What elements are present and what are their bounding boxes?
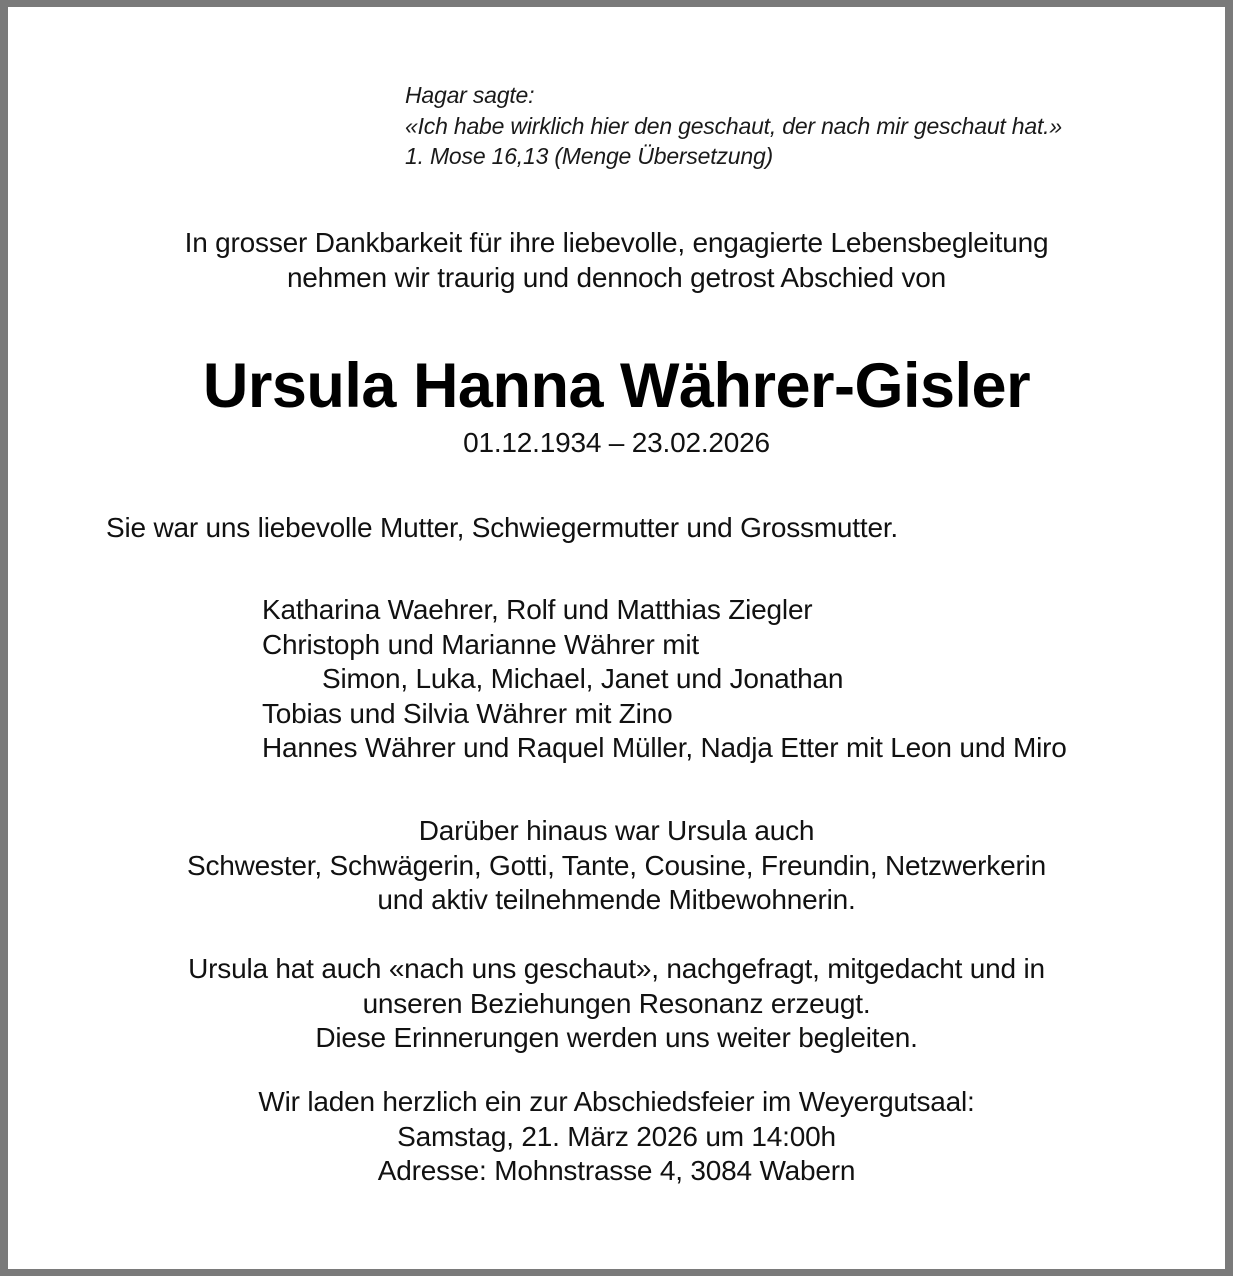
intro-line-2: nehmen wir traurig und dennoch getrost Abschied von [286, 261, 947, 293]
intro-text [8, 226, 1225, 295]
bible-quote [405, 80, 1062, 172]
mourner-line: Tobias und Silvia Währer mit Zino [262, 697, 673, 729]
paragraph-line: unseren Beziehungen Resonanz erzeugt. [362, 987, 871, 1019]
paragraph-line: Ursula hat auch «nach uns geschaut», nachgefragt, mitgedacht und in [188, 953, 1045, 984]
paragraph-line: Schwester, Schwägerin, Gotti, Tante, Cousine, Freundin, Netzwerkerin [187, 849, 1046, 881]
mourner-line: Katharina Waehrer, Rolf und Matthias Ziegler [262, 594, 813, 625]
invitation-paragraph [8, 1085, 1225, 1189]
role-statement: Sie war uns liebevolle Mutter, Schwiegermutter und Grossmutter. [106, 512, 898, 543]
quote-attribution: Hagar sagte: [405, 82, 535, 108]
intro-line-1: In grosser Dankbarkeit für ihre liebevolle, engagierte Lebensbegleitung [184, 227, 1049, 258]
mourner-line: Christoph und Marianne Währer mit [262, 628, 699, 660]
mourner-line: Simon, Luka, Michael, Janet und Jonathan [322, 663, 844, 694]
invitation-address: Adresse: Mohnstrasse 4, 3084 Wabern [377, 1155, 856, 1186]
paragraph-line: Diese Erinnerungen werden uns weiter begleiten. [315, 1022, 918, 1053]
paragraph-line: Darüber hinaus war Ursula auch [418, 815, 815, 846]
invitation-date: Samstag, 21. März 2026 um 14:00h [397, 1120, 836, 1152]
memory-paragraph [8, 952, 1225, 1056]
mourner-line: Hannes Währer und Raquel Müller, Nadja Etter mit Leon und Miro [262, 732, 1067, 763]
mourners-list [262, 593, 1067, 766]
obituary-page [8, 7, 1225, 1269]
invitation-line: Wir laden herzlich ein zur Abschiedsfeier im Weyergutsaal: [258, 1086, 975, 1117]
quote-text: «Ich habe wirklich hier den geschaut, der nach mir geschaut hat.» [405, 112, 1062, 139]
quote-source: 1. Mose 16,13 (Menge Übersetzung) [405, 143, 773, 169]
beyond-paragraph [8, 814, 1225, 918]
paragraph-line: und aktiv teilnehmende Mitbewohnerin. [377, 884, 856, 915]
life-dates: 01.12.1934 – 23.02.2026 [463, 427, 770, 458]
deceased-name: Ursula Hanna Währer-Gisler [202, 351, 1031, 421]
